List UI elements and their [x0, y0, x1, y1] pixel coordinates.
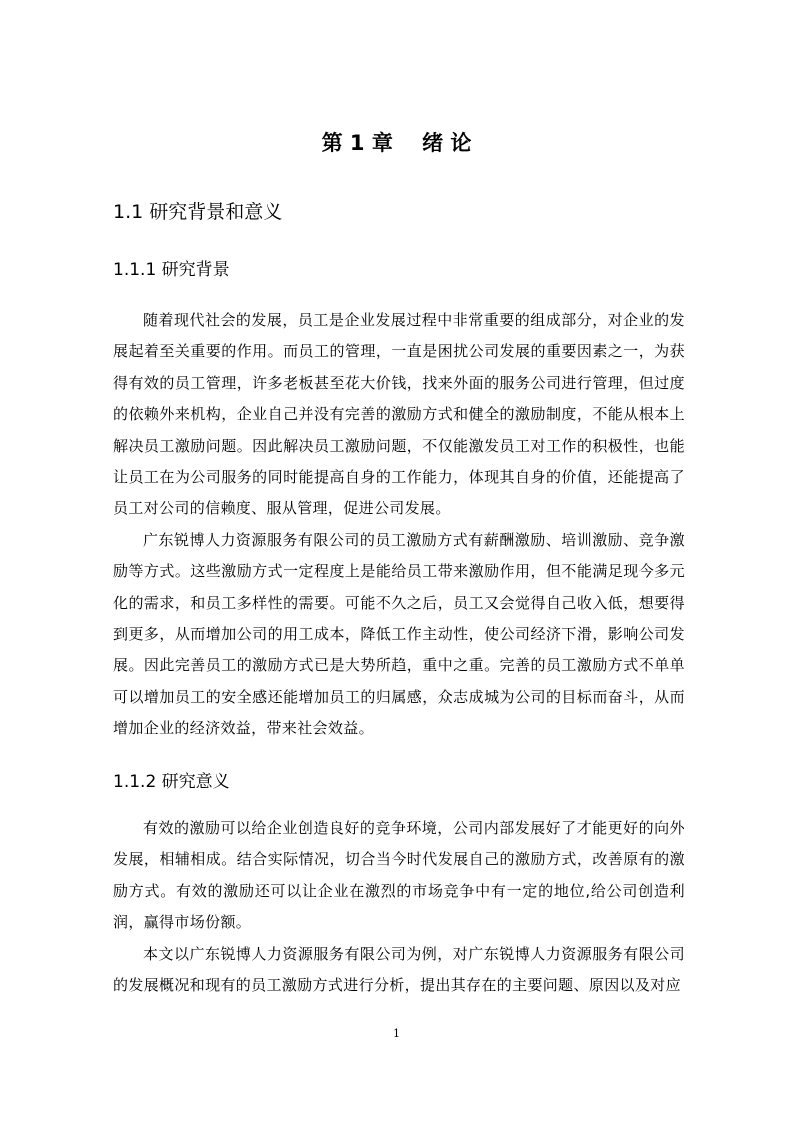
chapter-title — [0, 128, 793, 158]
section-heading: 1.1 研究背景和意义 — [113, 201, 283, 223]
paragraph: 有效的激励可以给企业创造良好的竞争环境，公司内部发展好了才能更好的向外发展，相辅相成。结合实际情况，切合当今时代发展自己的激励方式，改善原有的激励方式。有效的激励还可以让企业在激烈的市场竞争中有一定的地位,给公司创造利润，赢得市场份额。 — [113, 819, 685, 932]
paragraph: 本文以广东锐博人力资源服务有限公司为例，对广东锐博人力资源服务有限公司的发展概况和现有的员工激励方式进行分析，提出其存在的主要问题、原因以及对应 — [113, 944, 685, 995]
page-number: 1 — [393, 1027, 400, 1040]
chapter-title-text: 绪 论 — [422, 131, 472, 155]
significance-body — [113, 813, 685, 1001]
paragraph: 广东锐博人力资源服务有限公司的员工激励方式有薪酬激励、培训激励、竞争激励等方式。这些激励方式一定程度上是能给员工带来激励作用，但不能满足现今多元化的需求，和员工多样性的需要。可能不久之后，员工又会觉得自己收入低，想要得到更多，从而增加公司的用工成本，降低工作主动性，使公司经济下滑，影响公司发展。因此完善员工的激励方式已是大势所趋，重中之重。完善的员工激励方式不单单可以增加员工的安全感还能增加员工的归属感，众志成城为公司的目标而奋斗，从而增加企业的经济效益，带来社会效益。 — [113, 530, 685, 738]
subsection-heading-background: 1.1.1 研究背景 — [113, 260, 230, 280]
chapter-number-label: 第 1 章 — [321, 131, 393, 155]
paragraph: 随着现代社会的发展，员工是企业发展过程中非常重要的组成部分，对企业的发展起着至关重要的作用。而员工的管理，一直是困扰公司发展的重要因素之一，为获得有效的员工管理，许多老板甚至花大价钱，找来外面的服务公司进行管理，但过度的依赖外来机构，企业自己并没有完善的激励方式和健全的激励制度，不能从根本上解决员工激励问题。因此解决员工激励问题，不仅能激发员工对工作的积极性，也能让员工在为公司服务的同时能提高自身的工作能力，体现其自身的价值，还能提高了员工对公司的信赖度、服从管理，促进公司发展。 — [113, 311, 685, 518]
background-body — [113, 305, 685, 745]
subsection-heading-significance: 1.1.2 研究意义 — [113, 772, 230, 792]
